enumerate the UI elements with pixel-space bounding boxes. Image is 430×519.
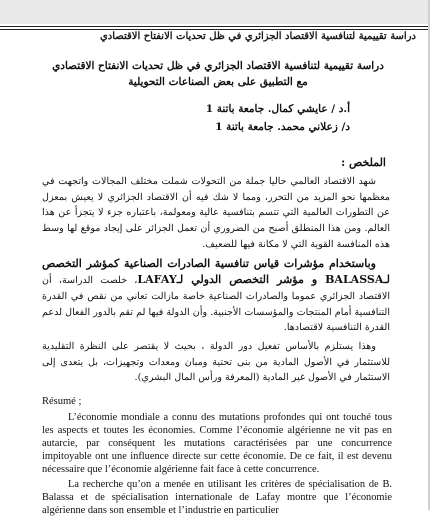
article-title-line-1: دراسة تقييمية لتنافسية الاقتصاد الجزائري في ظل تحديات الانفتاح الاقتصادي [52,60,384,72]
abstract-ar-paragraph-1: شهد الاقتصاد العالمي حاليا جملة من التحولات شملت مختلف المجالات واتجهت في معظمها نحو المزيد من التحرر، ومما لا شك فيه أن الاقتصاد الجزائري لا يعيش بمعزل عن التطورات العالمية التي تتسم بتنافسية عالية ومعولمة، باعتباره جزء لا يتجزأ عن هذا العالم. ومن هذا المنطلق أصبح من الضروري أن تعمل الجزائر على إيجاد موقع لها وسط هذه المنافسة القوية التي لا مكانة فيها للضعيف. [42,176,390,250]
abstract-ar-paragraph-2-indices: وباستخدام مؤشرات قياس تنافسية الصادرات الصناعية كمؤشر التخصص لـBALASSA و مؤشر التخصص الدولي لـLAFAY [42,256,390,287]
abstract-ar-paragraph-2 [42,256,390,337]
abstract-ar-body [42,174,390,389]
authors [90,100,350,136]
running-title: دراسة تقييمية لتنافسية الاقتصاد الجزائري في ظل تحديات الانفتاح الاقتصادي [99,31,416,42]
header-rule [0,26,430,30]
abstract-ar-paragraph-3: وهذا يستلزم بالأساس تفعيل دور الدولة ، بحيث لا يقتصر على النظرة التقليدية للاستثمار في الأصول المادية من بنى تحتية ومبان ومعدات وتجهيزات، بل يتعدى إلى الاستثمار في الأصول غير المادية (المعرفة ورأس المال البشري). [42,341,390,384]
abstract-fr-heading: Résumé ; [42,396,82,407]
abstract-ar-paragraph-2-rest: ، خلصت الدراسة، أن الاقتصاد الجزائري عموما والصادرات الصناعية خاصة مازالت تعاني من نقص في القدرة التنافسية أمام المنتجات والمؤسسات الأجنبية. وأن الدولة فيها لم تقم بالدور الفعال لدعم القدرة التنافسية لاقتصادها. [42,275,390,334]
abstract-ar-heading: الملخص : [341,156,386,169]
author-1: أ.د / عايشي كمال. جامعة باتنة 1 [205,103,350,115]
article-title-line-2: مع التطبيق على بعض الصناعات التحويلية [128,76,308,88]
abstract-fr-paragraph-2: La recherche qu’on a menée en utilisant les critères de spécialisation de B. Balassa et de spécialisation internationale de Lafay montre que l’économie algérienne dans son ensemble et l’industrie en particulier [42,479,392,516]
abstract-fr-paragraph-1: L’économie mondiale a connu des mutations profondes qui ont touché tous les aspects et toutes les économies. Comme l’économie algérienne ne vit pas en autarcie, par conséquent les mutations caractérisées par une concurrence impitoyable ont une influence directe sur cette économie. De ce fait, il est devenu nécessaire que l’économie algérienne fait face à cette concurrence. [42,412,392,475]
author-2: د/ زعلاني محمد. جامعة باتنة 1 [215,121,350,133]
abstract-fr-body [42,411,392,519]
article-title [48,58,388,90]
running-header-band [0,0,430,24]
